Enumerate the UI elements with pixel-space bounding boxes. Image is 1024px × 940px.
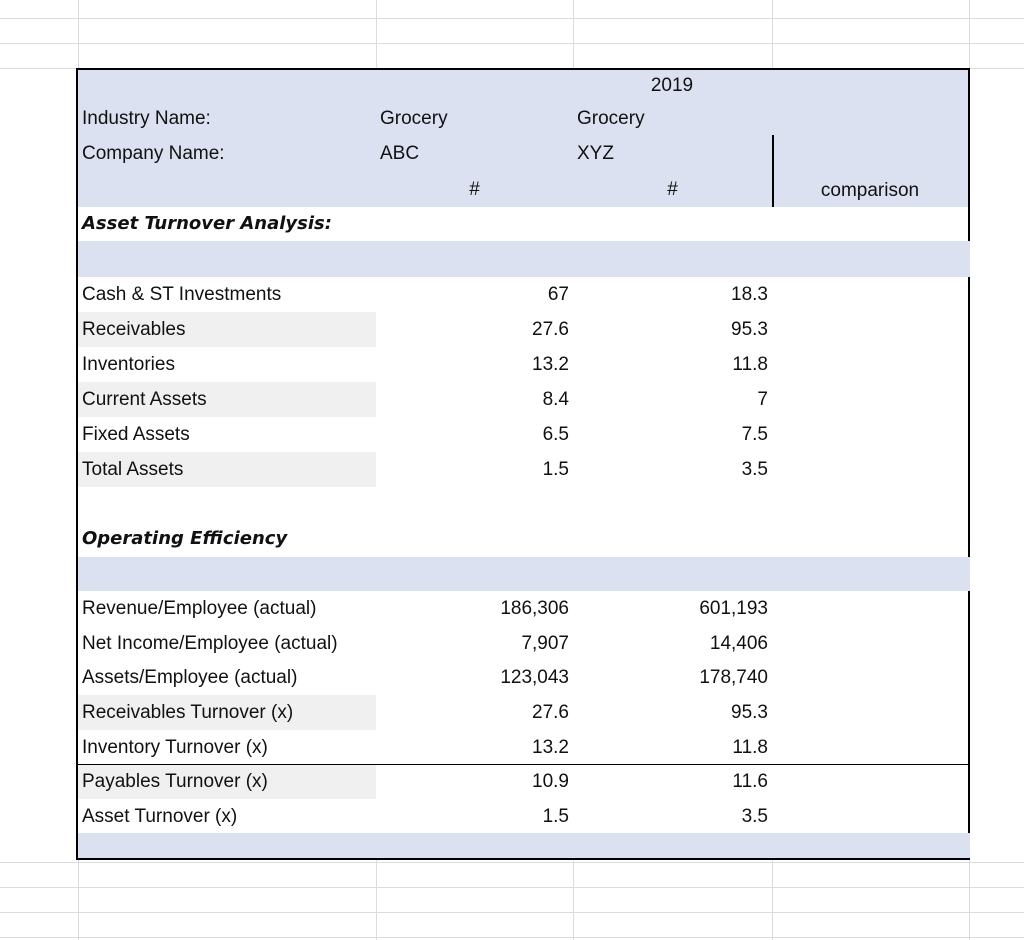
header-blank-cell[interactable]: [76, 68, 378, 103]
empty-cell[interactable]: [573, 521, 774, 559]
xyz-hash-cell[interactable]: [573, 171, 774, 209]
row-label-cell[interactable]: [76, 799, 378, 836]
xyz-value-cell-text: 178,740: [699, 667, 768, 689]
comparison-cell[interactable]: [772, 591, 970, 628]
grid-row-line: [0, 937, 1024, 938]
comparison-label: comparison: [820, 179, 920, 201]
abc-value-cell-text: 6.5: [542, 424, 569, 445]
xyz-industry-cell[interactable]: [573, 101, 774, 137]
abc-company-cell[interactable]: [376, 135, 575, 173]
abc-industry: Grocery: [380, 107, 448, 129]
abc-value-cell-text: 13.2: [532, 354, 569, 375]
comparison-cell[interactable]: [772, 452, 970, 489]
xyz-value-cell-text: 11.8: [732, 736, 768, 758]
xyz-value-cell-text: 18.3: [731, 284, 768, 305]
xyz-value-cell[interactable]: [573, 626, 774, 663]
xyz-value-cell-text: 7: [757, 389, 768, 410]
comparison-cell[interactable]: [772, 347, 970, 384]
row-label-cell[interactable]: [76, 347, 378, 384]
comparison-cell[interactable]: [772, 799, 970, 836]
row-label-cell[interactable]: [76, 660, 378, 697]
row-label-cell-text: Inventories: [82, 354, 175, 375]
row-label-cell-text: Assets/Employee (actual): [82, 667, 298, 689]
xyz-hash: #: [667, 178, 678, 200]
efficiency-section-title: Operating Efficiency: [82, 528, 288, 549]
abc-value-cell[interactable]: [376, 312, 575, 349]
xyz-value-cell-text: 7.5: [741, 424, 768, 445]
comparison-cell[interactable]: [772, 660, 970, 697]
row-label-cell-text: Asset Turnover (x): [82, 806, 238, 828]
empty-cell[interactable]: [376, 207, 575, 243]
xyz-value-cell-text: 95.3: [731, 319, 768, 340]
row-label-cell[interactable]: [76, 695, 378, 732]
empty-cell[interactable]: [772, 487, 970, 523]
xyz-value-cell-text: 601,193: [699, 597, 768, 619]
row-label-cell-text: Payables Turnover (x): [82, 771, 268, 793]
xyz-company-cell[interactable]: [573, 135, 774, 173]
empty-cell[interactable]: [376, 521, 575, 559]
grid-row-line: [0, 912, 1024, 913]
abc-hash-cell[interactable]: [376, 171, 575, 209]
row-label-cell[interactable]: [76, 382, 378, 419]
empty-cell[interactable]: [76, 487, 378, 523]
empty-cell[interactable]: [573, 207, 774, 243]
xyz-value-cell[interactable]: [573, 417, 774, 454]
xyz-value-cell[interactable]: [573, 382, 774, 419]
comparison-cell[interactable]: [772, 765, 970, 802]
abc-value-cell[interactable]: [376, 765, 575, 802]
abc-value-cell[interactable]: [376, 591, 575, 628]
abc-value-cell[interactable]: [376, 347, 575, 384]
abc-company: ABC: [380, 142, 420, 164]
comparison-cell[interactable]: [772, 695, 970, 732]
abc-value-cell-text: 7,907: [521, 632, 569, 654]
abc-value-cell[interactable]: [376, 452, 575, 489]
abc-value-cell-text: 67: [547, 284, 569, 305]
abc-value-cell[interactable]: [376, 695, 575, 732]
abc-value-cell[interactable]: [376, 626, 575, 663]
section-separator: [76, 241, 970, 279]
comparison-cell[interactable]: [772, 382, 970, 419]
grid-row-line: [0, 887, 1024, 888]
industry-label: Industry Name:: [82, 107, 211, 129]
abc-value-cell-text: 1.5: [542, 806, 569, 828]
row-label-cell-text: Current Assets: [82, 389, 207, 410]
abc-value-cell-text: 10.9: [532, 771, 569, 793]
row-label-cell[interactable]: [76, 591, 378, 628]
xyz-value-cell-text: 14,406: [709, 632, 768, 654]
xyz-value-cell[interactable]: [573, 452, 774, 489]
xyz-value-cell-text: 11.8: [732, 354, 768, 375]
abc-value-cell[interactable]: [376, 799, 575, 836]
abc-value-cell-text: 186,306: [500, 597, 569, 619]
row-label-cell-text: Net Income/Employee (actual): [82, 632, 338, 654]
row-label-cell-text: Receivables: [82, 319, 186, 340]
row-label-cell[interactable]: [76, 312, 378, 349]
xyz-value-cell[interactable]: [573, 591, 774, 628]
abc-value-cell[interactable]: [376, 417, 575, 454]
asset-section-title: Asset Turnover Analysis:: [82, 213, 332, 234]
xyz-value-cell-text: 11.6: [732, 771, 768, 793]
row-label-cell[interactable]: [76, 765, 378, 802]
xyz-value-cell-text: 95.3: [731, 701, 768, 723]
empty-cell[interactable]: [772, 521, 970, 559]
section-separator: [76, 557, 970, 593]
year-header[interactable]: [376, 68, 970, 103]
comparison-cell[interactable]: [772, 417, 970, 454]
row-label-cell[interactable]: [76, 730, 378, 767]
comparison-cell[interactable]: [772, 277, 970, 314]
empty-cell[interactable]: [772, 207, 970, 243]
abc-value-cell[interactable]: [376, 730, 575, 767]
abc-value-cell-text: 1.5: [542, 459, 569, 480]
row-label-cell-text: Fixed Assets: [82, 424, 190, 445]
row-label-cell[interactable]: [76, 417, 378, 454]
xyz-value-cell-text: 3.5: [741, 459, 768, 480]
xyz-value-cell[interactable]: [573, 347, 774, 384]
abc-value-cell[interactable]: [376, 277, 575, 314]
industry-label-cell[interactable]: [76, 101, 378, 137]
xyz-company: XYZ: [577, 142, 614, 164]
abc-value-cell[interactable]: [376, 660, 575, 697]
abc-value-cell-text: 27.6: [532, 319, 569, 340]
xyz-value-cell[interactable]: [573, 730, 774, 767]
comparison-cell[interactable]: [772, 312, 970, 349]
xyz-value-cell[interactable]: [573, 277, 774, 314]
row-label-cell[interactable]: [76, 452, 378, 489]
company-label: Company Name:: [82, 142, 225, 164]
row-label-cell-text: Receivables Turnover (x): [82, 701, 294, 723]
row-label-cell[interactable]: [76, 626, 378, 663]
xyz-value-cell[interactable]: [573, 312, 774, 349]
row-label-cell-text: Cash & ST Investments: [82, 284, 282, 305]
xyz-value-cell-text: 3.5: [741, 806, 768, 828]
empty-cell[interactable]: [376, 487, 575, 523]
efficiency-section-title-cell[interactable]: [76, 521, 378, 559]
xyz-value-cell[interactable]: [573, 660, 774, 697]
row-label-cell[interactable]: [76, 277, 378, 314]
grid-row-line: [0, 43, 1024, 44]
comparison-header[interactable]: [772, 101, 970, 209]
row-label-cell-text: Revenue/Employee (actual): [82, 597, 317, 619]
abc-hash: #: [469, 178, 480, 200]
abc-industry-cell[interactable]: [376, 101, 575, 137]
grid-row-line: [0, 862, 1024, 863]
xyz-industry: Grocery: [577, 107, 645, 129]
row-label-cell-text: Total Assets: [82, 459, 184, 480]
abc-value-cell-text: 123,043: [500, 667, 569, 689]
comparison-cell[interactable]: [772, 730, 970, 767]
abc-value-cell-text: 13.2: [532, 736, 569, 758]
xyz-value-cell[interactable]: [573, 695, 774, 732]
table-footer-band: [76, 833, 970, 860]
xyz-value-cell[interactable]: [573, 765, 774, 802]
abc-value-cell[interactable]: [376, 382, 575, 419]
abc-value-cell-text: 27.6: [532, 701, 569, 723]
hash-row-label-cell[interactable]: [76, 171, 378, 209]
asset-section-title-cell[interactable]: [76, 207, 378, 243]
abc-value-cell-text: 8.4: [542, 389, 569, 410]
empty-cell[interactable]: [573, 487, 774, 523]
company-label-cell[interactable]: [76, 135, 378, 173]
xyz-value-cell[interactable]: [573, 799, 774, 836]
comparison-cell[interactable]: [772, 626, 970, 663]
row-label-cell-text: Inventory Turnover (x): [82, 736, 268, 758]
year-label: 2019: [650, 75, 694, 96]
grid-row-line: [0, 18, 1024, 19]
